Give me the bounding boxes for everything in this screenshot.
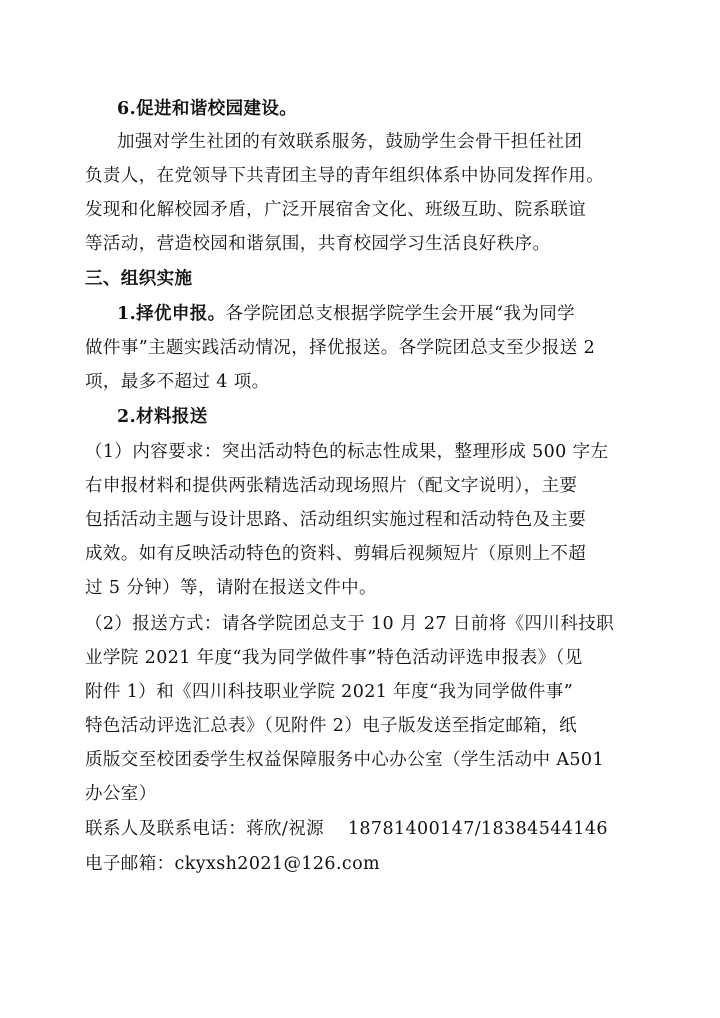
section6-line-4: 等活动，营造校园和谐氛围，共育校园学习生活良好秩序。 (85, 234, 551, 254)
content-req-first-line (85, 440, 608, 464)
item1-line-2: 做件事”主题实践活动情况，择优报送。各学院团总支至少报送 2 (85, 338, 596, 358)
submit-method-line-3: 附件 1）和《四川科技职业学院 2021 年度“我为同学做件事” (85, 682, 574, 702)
content-req-rest: 突出活动特色的标志性成果，整理形成 500 字左 (221, 442, 609, 462)
item1-first-line (117, 302, 575, 326)
content-req-label: （1）内容要求： (85, 442, 222, 462)
content-req-line-2: 右申报材料和提供两张精选活动现场照片（配文字说明），主要 (85, 476, 578, 496)
section6-line-1: 加强对学生社团的有效联系服务，鼓励学生会骨干担任社团 (117, 132, 583, 152)
item1-lead: 1.择优申报。 (117, 304, 226, 324)
section6-heading: 6.促进和谐校园建设。 (117, 99, 298, 119)
section3-heading: 三、组织实施 (85, 269, 193, 289)
submit-method-line-4: 特色活动评选汇总表》（见附件 2）电子版发送至指定邮箱，纸 (85, 716, 578, 736)
section6-line-3: 发现和化解校园矛盾，广泛开展宿舍文化、班级互助、院系联谊 (85, 200, 587, 220)
submit-method-line-2: 业学院 2021 年度“我为同学做件事”特色活动评选申报表》（见 (85, 648, 583, 668)
contact-email: 电子邮箱：ckyxsh2021@126.com (85, 854, 381, 874)
content-req-line-3: 包括活动主题与设计思路、活动组织实施过程和活动特色及主要 (85, 510, 587, 530)
submit-method-line-1: （2）报送方式：请各学院团总支于 10 月 27 日前将《四川科技职 (85, 614, 615, 634)
section6-line-2: 负责人，在党领导下共青团主导的青年组织体系中协同发挥作用。 (85, 166, 605, 186)
submit-method-line-5: 质版交至校团委学生权益保障服务中心办公室（学生活动中 A501 (85, 750, 605, 770)
item1-line-3: 项，最多不超过 4 项。 (85, 372, 270, 392)
submit-method-line-6: 办公室） (85, 784, 157, 804)
content-req-line-4: 成效。如有反映活动特色的资料、剪辑后视频短片（原则上不超 (85, 544, 587, 564)
content-req-line-5: 过 5 分钟）等，请附在报送文件中。 (85, 578, 377, 598)
item2-heading: 2.材料报送 (117, 407, 208, 427)
contact-phone: 联系人及联系电话：蒋欣/祝源 18781400147/18384544146 (85, 819, 608, 839)
item1-rest: 各学院团总支根据学院学生会开展“我为同学 (225, 304, 576, 324)
